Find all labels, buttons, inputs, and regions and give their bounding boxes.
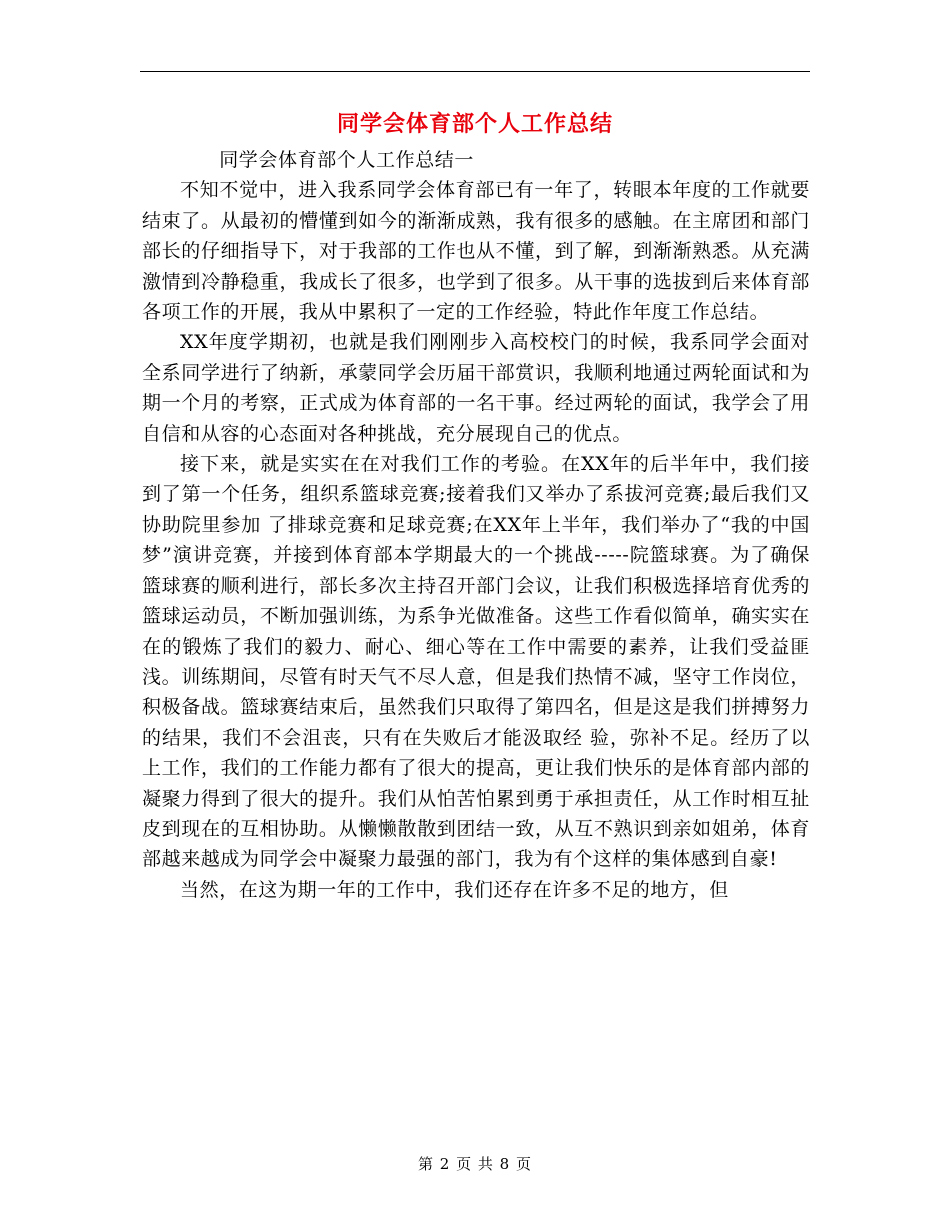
page-number-footer: 第 2 页 共 8 页 [418,1155,532,1173]
document-title: 同学会体育部个人工作总结 [336,111,613,137]
header-rule [140,71,810,72]
paragraph-2: XX年度学期初，也就是我们刚刚步入高校校门的时候，我系同学会面对全系同学进行了纳新，承蒙同学会历届干部赏识，我顺利地通过两轮面试和为期一个月的考察，正式成为体育部的一名干事。经过两轮的面试，我学会了用自信和从容的心态面对各种挑战，充分展现自己的优点。 [142,331,810,445]
section-subtitle-text: 同学会体育部个人工作总结一 [219,149,475,171]
paragraph-1: 不知不觉中，进入我系同学会体育部已有一年了，转眼本年度的工作就要结束了。从最初的懵懂到如今的渐渐成熟，我有很多的感触。在主席团和部门部长的仔细指导下，对于我部的工作也从不懂，到了解，到渐渐熟悉。从充满激情到冷静稳重，我成长了很多，也学到了很多。从干事的选拔到后来体育部各项工作的开展，我从中累积了一定的工作经验，特此作年度工作总结。 [142,179,810,324]
paragraph-3: 接下来，就是实实在在对我们工作的考验。在XX年的后半年中，我们接到了第一个任务，组织系篮球竞赛;接着我们又举办了系拔河竞赛;最后我们又协助院里参加 了排球竞赛和足球竞赛;在XX年上半年，我们举办了“我的中国梦”演讲竞赛，并接到体育部本学期最大的一个挑战-----院篮球赛。为了确保篮球赛的顺利进行，部长多次主持召开部门会议，让我们积极选择培育优秀的篮球运动员，不断加强训练，为系争光做准备。这些工作看似简单，确实实在在的锻炼了我们的毅力、耐心、细心等在工作中需要的素养，让我们受益匪浅。训练期间，尽管有时天气不尽人意，但是我们热情不减，坚守工作岗位，积极备战。篮球赛结束后，虽然我们只取得了第四名，但是这是我们拼搏努力的结果，我们不会沮丧，只有在失败后才能汲取经 验，弥补不足。经历了以上工作，我们的工作能力都有了很大的提高，更让我们快乐的是体育部内部的凝聚力得到了很大的提升。我们从怕苦怕累到勇于承担责任，从工作时相互扯皮到现在的互相协助。从懒懒散散到团结一致，从互不熟识到亲如姐弟，体育部越来越成为同学会中凝聚力最强的部门，我为有个这样的集体感到自豪! [142,453,810,871]
paragraph-4: 当然，在这为期一年的工作中，我们还存在许多不足的地方，但 [180,878,729,901]
document-body [142,145,810,905]
section-subtitle [142,145,810,175]
